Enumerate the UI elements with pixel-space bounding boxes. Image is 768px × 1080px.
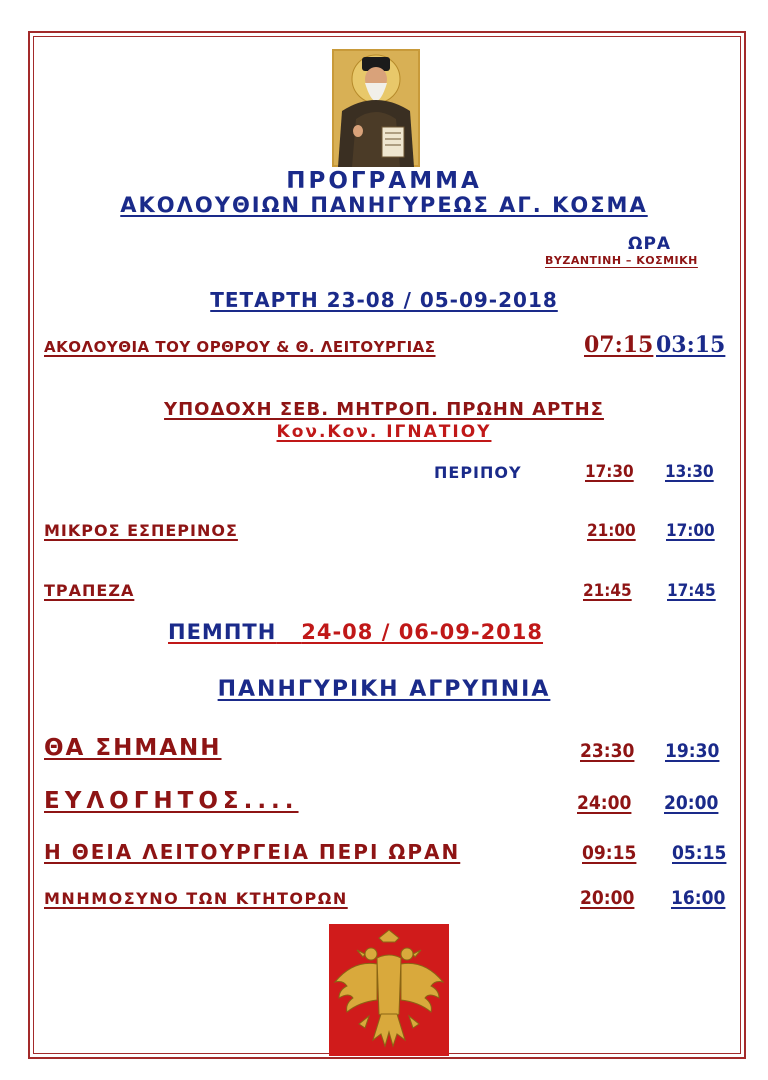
memorial-time-civil: 16:00 [671, 887, 726, 909]
reception-title: ΥΠΟΔΟΧΗ ΣΕΒ. ΜΗΤΡΟΠ. ΠΡΩΗΝ ΑΡΤΗΣ [164, 399, 604, 420]
bell-label: ΘΑ ΣΗΜΑΝΗ [44, 735, 222, 761]
vespers-label: ΜΙΚΡΟΣ ΕΣΠΕΡΙΝΟΣ [44, 521, 238, 540]
day2-date: 24-08 / 06-09-2018 [301, 620, 544, 644]
orthros-time-byzantine: 07:15 [584, 332, 654, 358]
memorial-label: ΜΝΗΜΟΣΥΝΟ ΤΩΝ ΚΤΗΤΟΡΩΝ [44, 889, 348, 908]
liturgy-time-civil: 05:15 [672, 842, 727, 864]
orthros-label: ΑΚΟΛΟΥΘΙΑ ΤΟΥ ΟΡΘΡΟΥ & Θ. ΛΕΙΤΟΥΡΓΙΑΣ [44, 338, 436, 356]
page-title: ΠΡΟΓΡΑΜΜΑ [286, 168, 482, 194]
orthros-time-civil: 03:15 [656, 332, 726, 358]
page-subtitle: ΑΚΟΛΟΥΘΙΩΝ ΠΑΝΗΓΥΡΕΩΣ ΑΓ. ΚΟΣΜΑ [120, 193, 648, 217]
liturgy-label: Η ΘΕΙΑ ΛΕΙΤΟΥΡΓΕΙΑ ΠΕΡΙ ΩΡΑΝ [44, 840, 461, 864]
saint-icon [332, 49, 420, 167]
blessed-time-civil: 20:00 [664, 792, 719, 814]
meal-label: ΤΡΑΠΕΖΑ [44, 581, 135, 600]
day2-weekday: ΠΕΜΠΤΗ [168, 620, 277, 644]
blessed-label: ΕΥΛΟΓΗΤΟΣ.... [44, 788, 299, 814]
blessed-time-byzantine: 24:00 [577, 792, 632, 814]
vigil-title: ΠΑΝΗΓΥΡΙΚΗ ΑΓΡΥΠΝΙΑ [217, 677, 551, 702]
liturgy-time-byzantine: 09:15 [582, 842, 637, 864]
memorial-time-byzantine: 20:00 [580, 887, 635, 909]
day1-date: ΤΕΤΑΡΤΗ 23-08 / 05-09-2018 [210, 288, 558, 312]
about-time-civil: 13:30 [665, 462, 714, 482]
vespers-time-byzantine: 21:00 [587, 521, 636, 541]
bell-time-civil: 19:30 [665, 740, 720, 762]
about-time-byzantine: 17:30 [585, 462, 634, 482]
reception-name: Κον.Κον. ΙΓΝΑΤΙΟΥ [276, 422, 492, 442]
about-label: ΠΕΡΙΠΟΥ [434, 463, 522, 482]
time-header-sub: ΒΥΖΑΝΤΙΝΗ – ΚΟΣΜΙΚΗ [545, 254, 698, 267]
double-headed-eagle-icon [329, 924, 449, 1056]
meal-time-byzantine: 21:45 [583, 581, 632, 601]
meal-time-civil: 17:45 [667, 581, 716, 601]
bell-time-byzantine: 23:30 [580, 740, 635, 762]
vespers-time-civil: 17:00 [666, 521, 715, 541]
day2-date-line [168, 620, 543, 644]
time-header-label: ΩΡΑ [628, 234, 672, 254]
